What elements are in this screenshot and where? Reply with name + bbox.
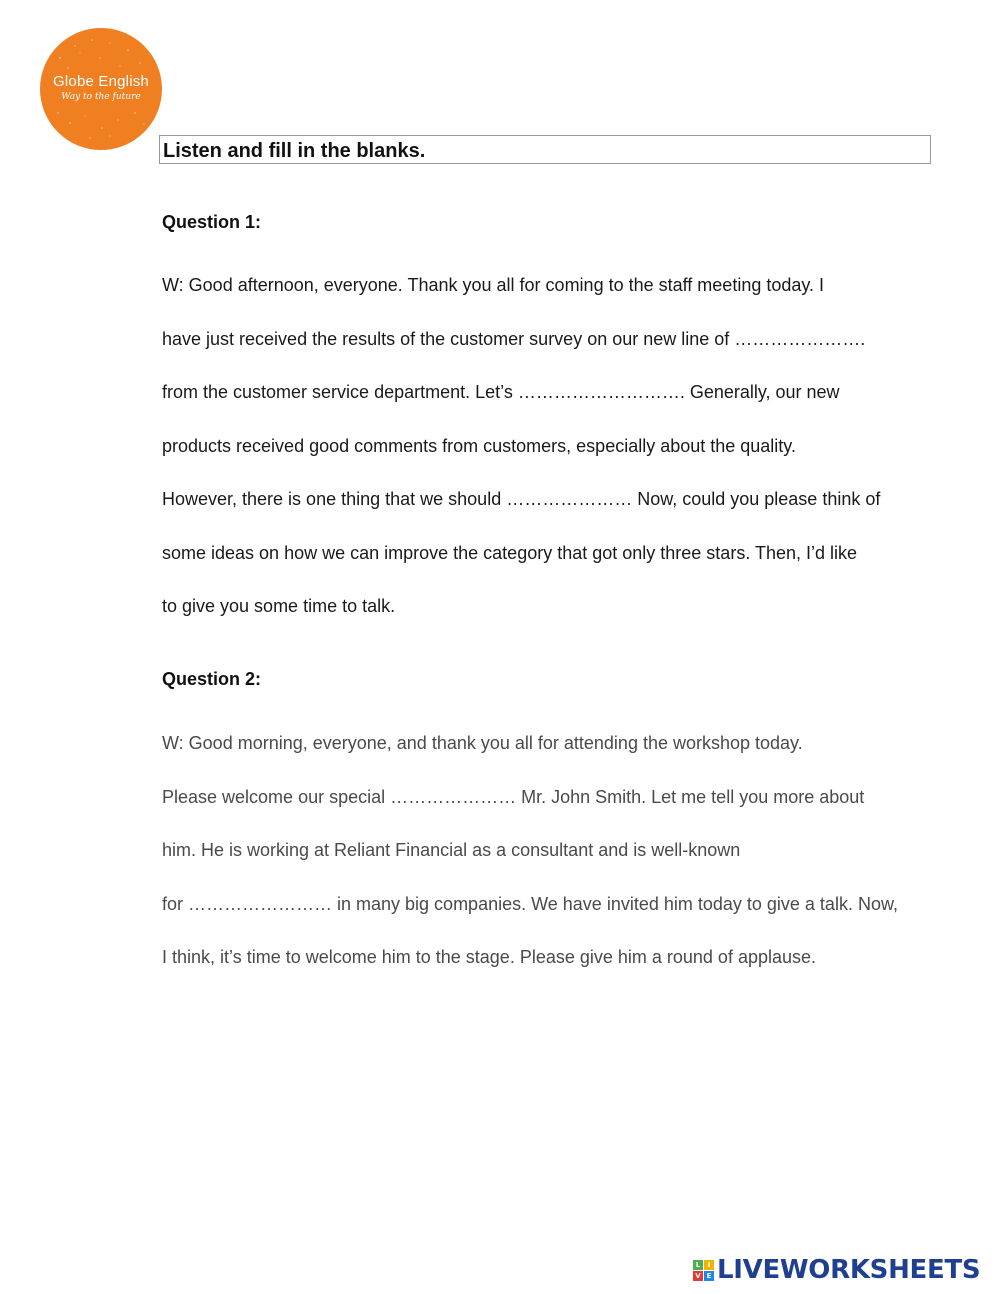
passage-line: Please welcome our special ………………… Mr. John Smith. Let me tell you more about <box>162 787 865 807</box>
passage-line: some ideas on how we can improve the category that got only three stars. Then, I’d like <box>162 543 858 563</box>
logo-tagline: Way to the future <box>61 92 141 102</box>
brand-mark-letter: I <box>704 1260 714 1270</box>
passage-line: However, there is one thing that we should ………………… Now, could you please think of <box>162 489 881 509</box>
brand-mark-letter: V <box>693 1271 703 1281</box>
passage-line: him. He is working at Reliant Financial as a consultant and is well-known <box>162 840 741 860</box>
question-2-heading: Question 2: <box>162 669 262 689</box>
passage-line: W: Good morning, everyone, and thank you all for attending the workshop today. <box>162 733 803 753</box>
passage-line: have just received the results of the customer survey on our new line of …………………. <box>162 329 866 349</box>
passage-line: for …………………… in many big companies. We have invited him today to give a talk. Now, <box>162 894 898 914</box>
question-1-heading: Question 1: <box>162 212 262 232</box>
passage-line: W: Good afternoon, everyone. Thank you all for coming to the staff meeting today. I <box>162 275 825 295</box>
logo-name: Globe English <box>53 73 149 90</box>
liveworksheets-brand <box>693 1255 980 1285</box>
brand-mark-letter: E <box>704 1271 714 1281</box>
passage-line: to give you some time to talk. <box>162 596 396 616</box>
globe-english-logo <box>40 28 162 150</box>
instruction-box: Listen and fill in the blanks. <box>159 135 931 164</box>
liveworksheets-logo-icon <box>693 1260 714 1281</box>
brand-mark-letter: L <box>693 1260 703 1270</box>
passage-line: from the customer service department. Let’s ………………………. Generally, our new <box>162 382 840 402</box>
brand-name: LIVEWORKSHEETS <box>717 1255 981 1285</box>
passage-line: products received good comments from customers, especially about the quality. <box>162 436 796 456</box>
passage-line: I think, it’s time to welcome him to the stage. Please give him a round of applause. <box>162 947 817 967</box>
